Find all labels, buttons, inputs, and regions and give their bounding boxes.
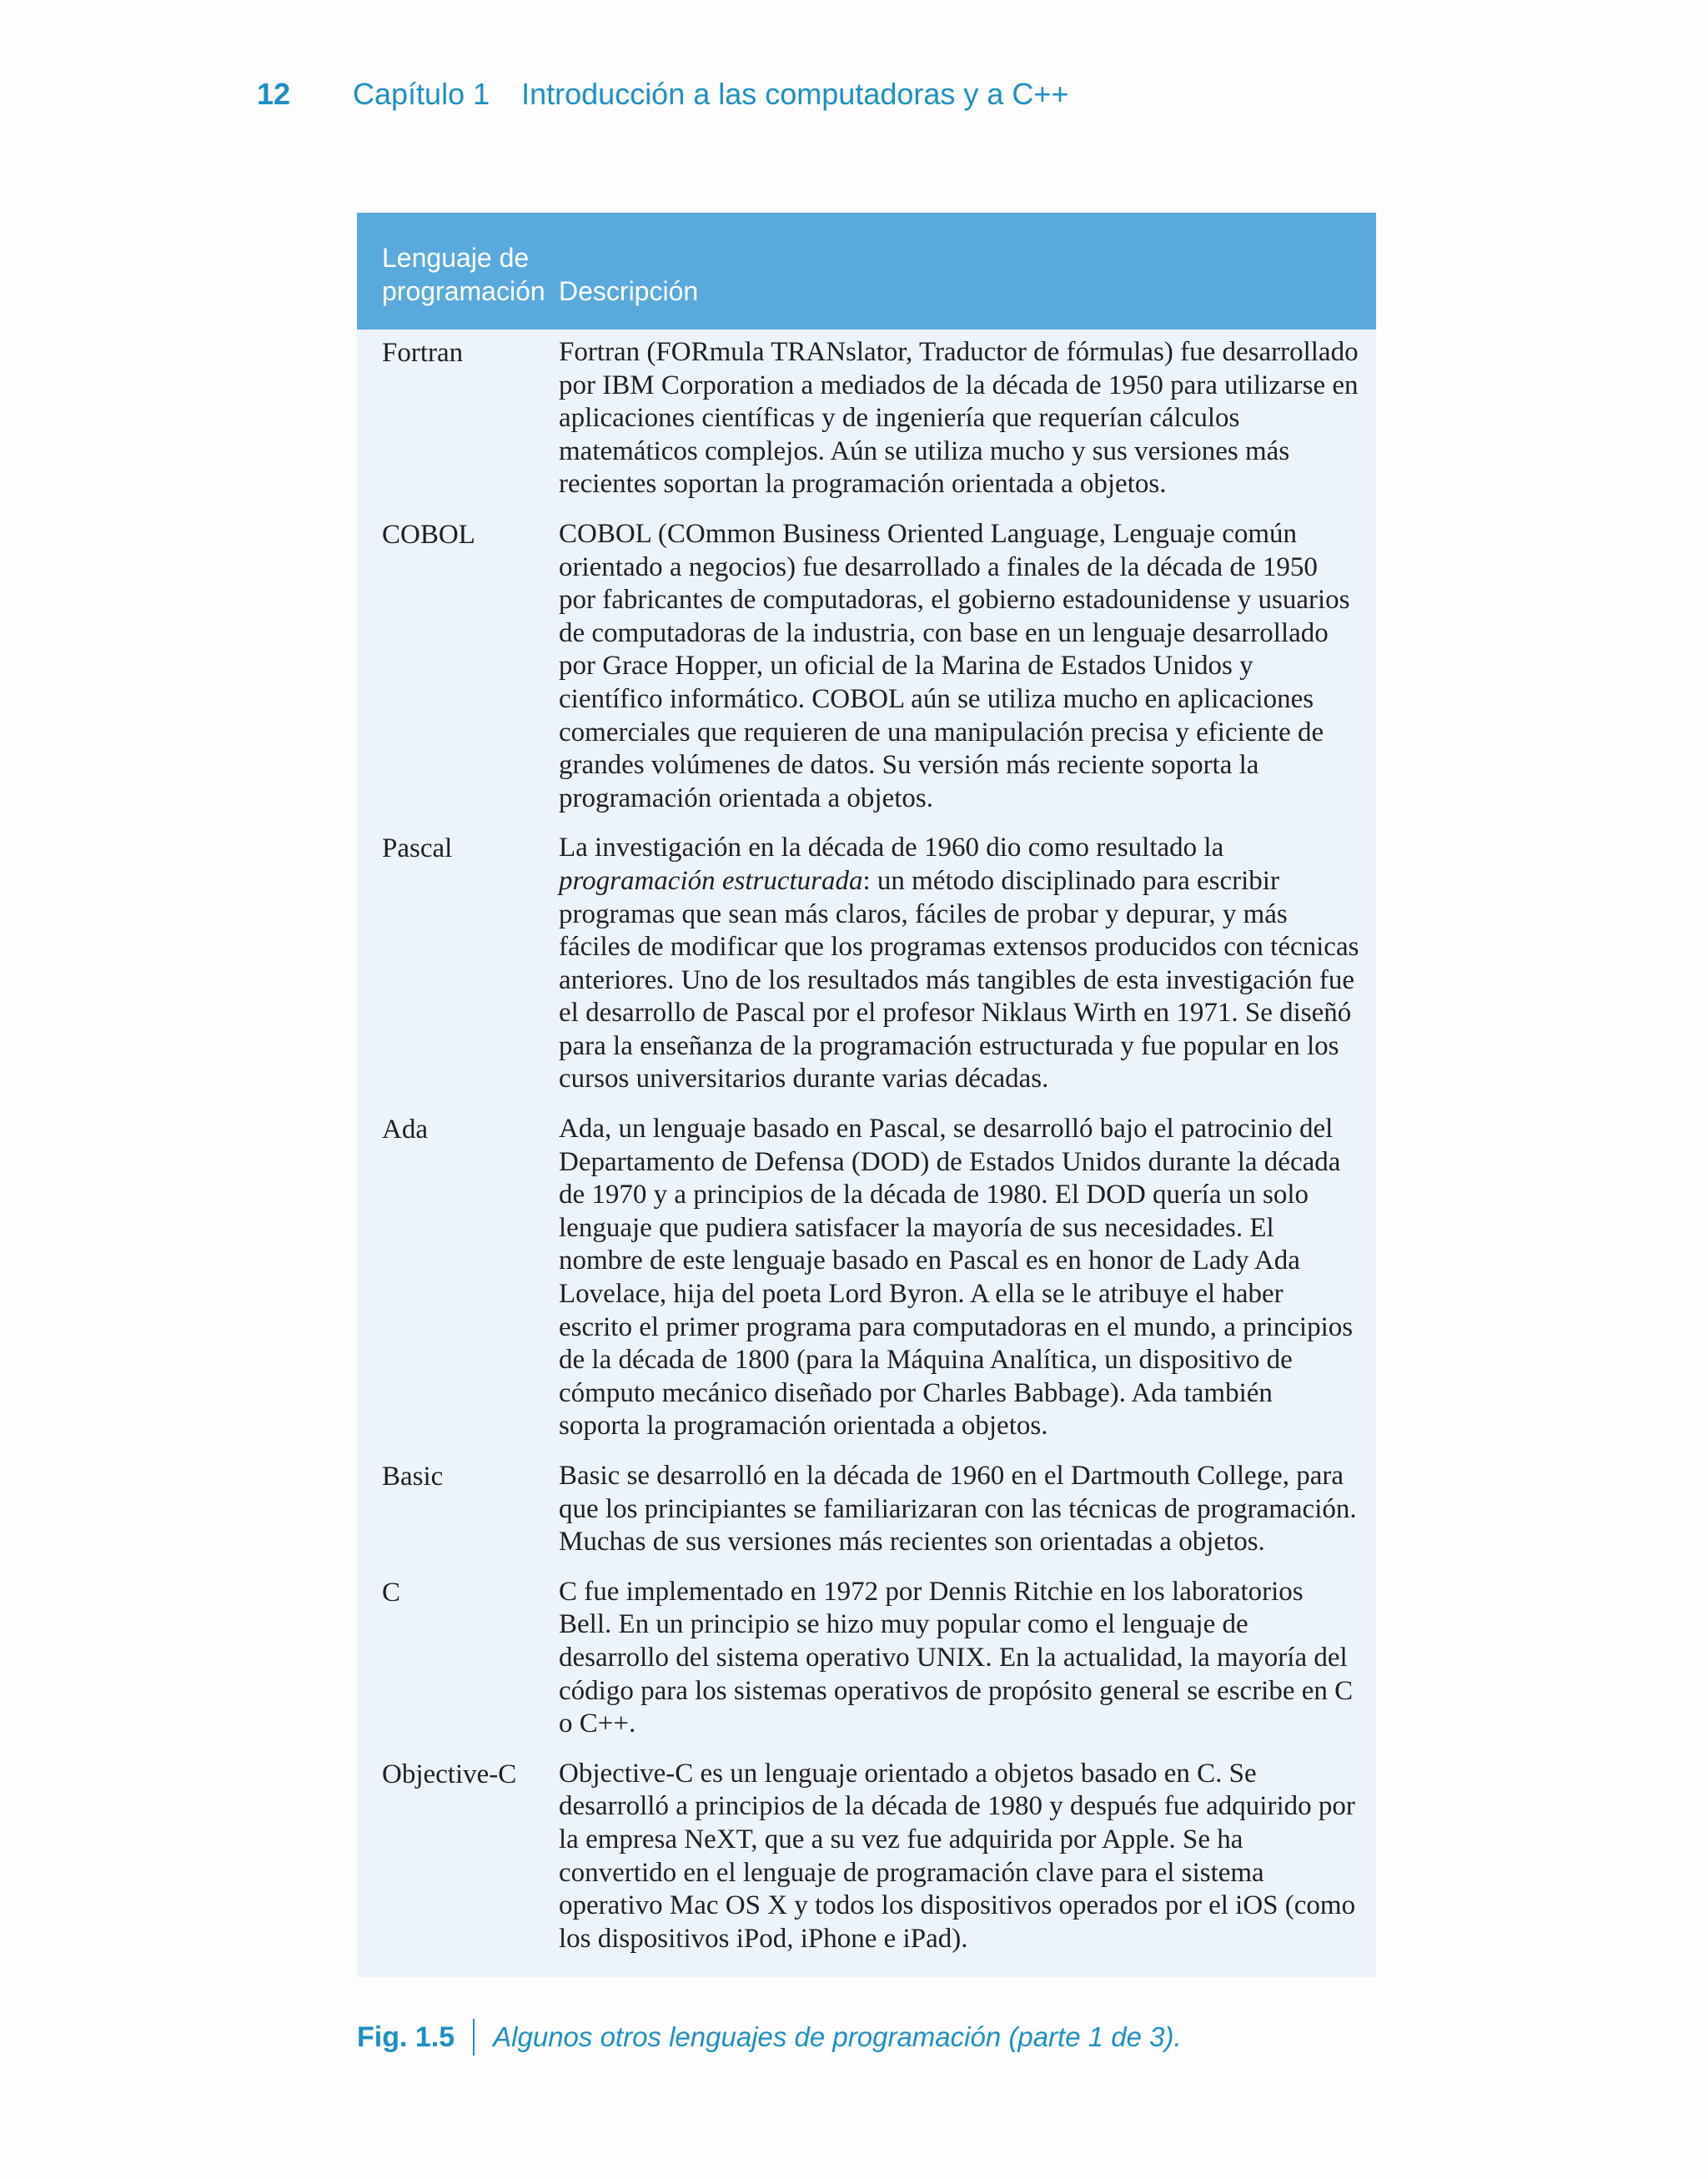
language-cell: C [382, 1577, 401, 1608]
figure-caption [357, 2019, 1182, 2056]
table-row [357, 518, 1376, 832]
table-header [357, 213, 1376, 330]
column-header-description: Descripción [559, 276, 699, 306]
table-row [357, 336, 1376, 518]
table-body [357, 330, 1376, 1977]
description-cell: C fue implementado en 1972 por Dennis Ritchie en los laboratorios Bell. En un principio se hizo muy popular como el lenguaje de desarrollo del sistema operativo UNIX. En la actualidad, la mayoría del código para los sistemas operativos de propósito general se escribe en C o C++. [559, 1576, 1354, 1739]
description-text: La investigación en la década de 1960 dio como resultado la [559, 833, 1224, 863]
language-cell: Fortran [382, 338, 464, 368]
description-cell: Objective-C es un lenguaje orientado a objetos basado en C. Se desarrolló a principios de la década de 1980 y después fue adquirido por la empresa NeXT, que a su vez fue adquirida por Apple. Se ha convertido en el lenguaje de programación clave para el sistema operativo Mac OS X y todos los dispositivos operados por el iOS (como los dispositivos iPod, iPhone e iPad). [559, 1758, 1356, 1954]
figure-label: Fig. 1.5 [357, 2020, 455, 2053]
description-text: : un método disciplinado para escribir programas que sean más claros, fáciles de probar y depurar, y más fáciles de modificar que los programas extensos producidos con técnicas anteriores. Uno de los resultados más tangibles de esta investigación fue el desarrollo de Pascal por el profesor Niklaus Wirth en 1971. Se diseñó para la enseñanza de la programación estructurada y fue popular en los cursos universitarios durante varias décadas. [559, 865, 1359, 1095]
column-header-language: Lenguaje de programación [382, 243, 545, 306]
table-row [357, 1576, 1376, 1758]
table-row [357, 1113, 1376, 1460]
table-row [357, 1460, 1376, 1576]
description-cell: Basic se desarrolló en la década de 1960 en el Dartmouth College, para que los principiantes se familiarizaran con las técnicas de programación. Muchas de sus versiones más recientes son orientadas a objetos. [559, 1461, 1357, 1558]
table-row [357, 832, 1376, 1113]
running-head [257, 77, 1068, 112]
description-cell: COBOL (COmmon Business Oriented Language, Lenguaje común orientado a negocios) fue desarrollado a finales de la década de 1950 por fabricantes de computadoras, el gobierno estadounidense y usuarios de computadoras de la industria, con base en un lenguaje desarrollado por Grace Hopper, un oficial de la Marina de Estados Unidos y científico informático. COBOL aún se utiliza mucho en aplicaciones comerciales que requieren de una manipulación precisa y eficiente de grandes volúmenes de datos. Su versión más reciente soporta la programación orientada a objetos. [559, 518, 1350, 813]
description-cell [559, 832, 1359, 1096]
table-row [357, 1758, 1376, 1963]
chapter-title: Introducción a las computadoras y a C++ [521, 77, 1069, 111]
language-cell: COBOL [382, 519, 475, 550]
caption-divider [473, 2019, 475, 2056]
description-cell: Fortran (FORmula TRANslator, Traductor de fórmulas) fue desarrollado por IBM Corporation a mediados de la década de 1950 para utilizarse en aplicaciones científicas y de ingeniería que requerían cálculos matemáticos complejos. Aún se utiliza mucho y sus versiones más recientes soportan la programación orientada a objetos. [559, 337, 1359, 500]
language-cell: Objective-C [382, 1759, 517, 1789]
language-cell: Basic [382, 1462, 444, 1492]
emphasized-term: programación estructurada [559, 865, 863, 896]
figure-caption-text: Algunos otros lenguajes de programación (parte 1 de 3). [493, 2021, 1182, 2052]
page-number: 12 [257, 77, 291, 111]
description-cell: Ada, un lenguaje basado en Pascal, se desarrolló bajo el patrocinio del Departamento de Defensa (DOD) de Estados Unidos durante la década de 1970 y a principios de la década de 1980. El DOD quería un solo lenguaje que pudiera satisfacer la mayoría de sus necesidades. El nombre de este lenguaje basado en Pascal es en honor de Lady Ada Lovelace, hija del poeta Lord Byron. A ella se le atribuye el haber escrito el primer programa para computadoras en el mundo, a principios de la década de 1800 (para la Máquina Analítica, un dispositivo de cómputo mecánico diseñado por Charles Babbage). Ada también soporta la programación orientada a objetos. [559, 1114, 1354, 1442]
language-cell: Pascal [382, 833, 453, 864]
chapter-label: Capítulo 1 [353, 77, 490, 111]
languages-table [357, 213, 1376, 1977]
language-cell: Ada [382, 1115, 428, 1145]
